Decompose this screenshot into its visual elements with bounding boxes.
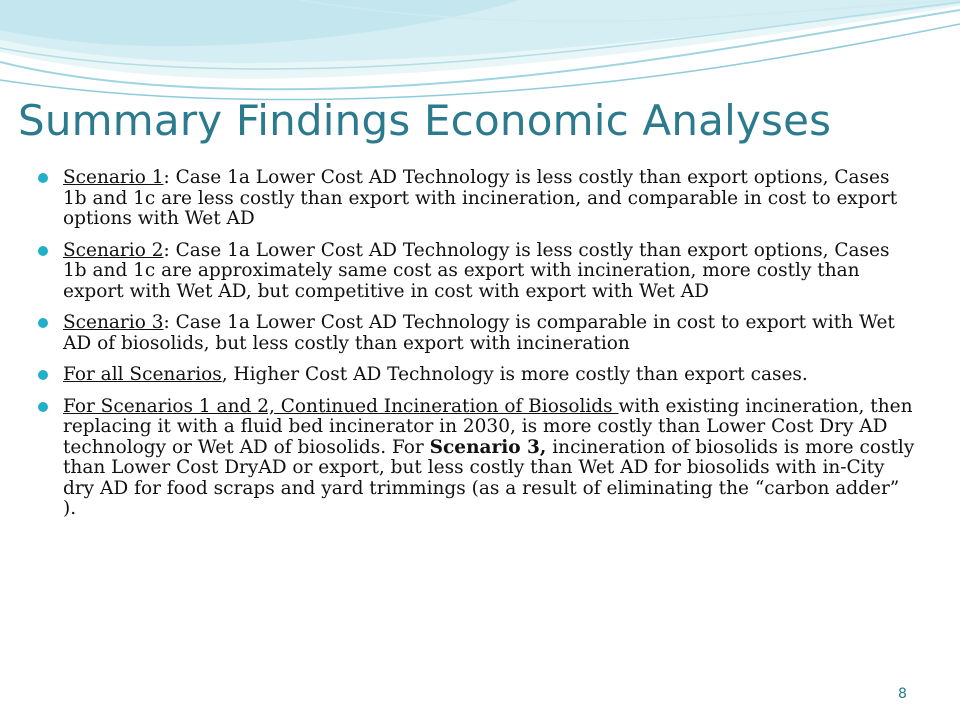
bullet-text: : Case 1a Lower Cost AD Technology is comparable in cost to export with Wet AD of biosolids, but less costly than export with incineration xyxy=(63,312,895,354)
bullet-dot-icon xyxy=(38,173,48,183)
bullet-lead: For Scenarios 1 and 2, Continued Incineration of Biosolids xyxy=(63,395,619,417)
bullet-scenario-2 xyxy=(38,241,918,303)
header-wave-decoration xyxy=(0,0,960,110)
bullet-text: , Higher Cost AD Technology is more costly than export cases. xyxy=(221,364,808,385)
bullet-dot-icon xyxy=(38,246,48,256)
bullet-scenario-3 xyxy=(38,313,918,354)
bullet-lead: Scenario 1 xyxy=(63,167,164,188)
bullet-dot-icon xyxy=(38,318,48,328)
bullet-text-continued: incineration of biosolids is more costly than Lower Cost DryAD or export, but less costly than Wet AD for biosolids with in-City dry AD for food scraps and yard trimmings (as a result of eliminating the “carbon adder” ). xyxy=(63,436,915,519)
bullet-scenario-1 xyxy=(38,168,918,230)
bullet-lead: Scenario 3 xyxy=(63,312,164,333)
bullet-all-scenarios xyxy=(38,365,918,386)
bullet-dot-icon xyxy=(38,402,48,412)
bullet-lead: Scenario 2 xyxy=(63,239,164,261)
page-number: 8 xyxy=(898,686,907,702)
bullet-text: with existing incineration, then replacing it with a fluid bed incinerator in 2030, is more costly than Lower Cost Dry AD technology or Wet AD of biosolids. For xyxy=(63,395,913,458)
bullet-text: : Case 1a Lower Cost AD Technology is less costly than export options, Cases 1b and 1c are approximately same cost as export with incineration, more costly than export with Wet AD, but competitive in cost with export with Wet AD xyxy=(63,239,890,302)
findings-list xyxy=(38,168,918,531)
bullet-incineration xyxy=(38,397,918,520)
bullet-lead: For all Scenarios xyxy=(63,364,222,385)
bullet-bold-text: Scenario 3, xyxy=(429,436,547,458)
slide-title: Summary Findings Economic Analyses xyxy=(18,96,832,145)
bullet-dot-icon xyxy=(38,370,48,380)
bullet-text: : Case 1a Lower Cost AD Technology is less costly than export options, Cases 1b and 1c are less costly than export with incineration, and comparable in cost to export options with Wet AD xyxy=(63,167,898,229)
